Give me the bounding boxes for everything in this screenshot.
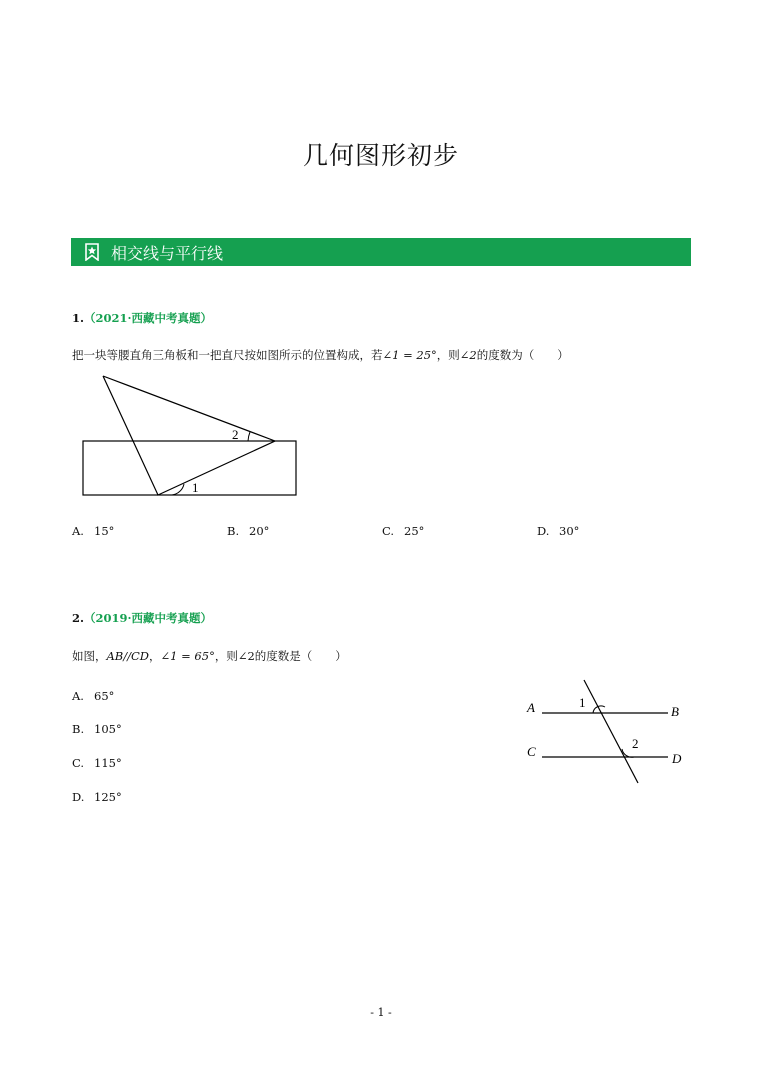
question-1-option-c[interactable] [382,524,424,538]
option-label: D. [537,524,550,538]
question-2-option-a[interactable] [72,689,114,703]
option-text: 15° [94,524,115,538]
option-text: 115° [94,756,122,770]
question-2-stem [72,648,347,664]
ruler-shape [83,441,296,495]
point-a-label: A [527,700,535,715]
point-d-label: D [672,751,682,766]
option-label: B. [72,722,85,736]
question-2-figure [520,670,695,790]
option-text: 105° [94,722,122,736]
question-2-math-angle1: ∠1 = 65° [160,649,215,663]
question-2-option-d[interactable] [72,790,122,804]
question-1-option-b[interactable] [227,524,269,538]
option-text: 30° [559,524,580,538]
question-2-stem-text-end: ，则∠2的度数是（ ） [214,649,347,663]
option-label: C. [72,756,85,770]
question-1-source: （2021·西藏中考真题） [84,311,213,325]
question-2-number: 2. [72,611,85,625]
transversal-line [584,680,638,783]
document-title: 几何图形初步 [302,141,459,170]
question-2-header [72,610,212,626]
angle-2-label: 2 [232,427,239,442]
angle-1-label: 1 [192,480,199,495]
question-1-stem-text-end: 的度数为（ ） [476,348,569,362]
question-2-source: （2019·西藏中考真题） [84,611,213,625]
option-text: 25° [404,524,425,538]
option-text: 20° [249,524,270,538]
point-c-label: C [527,744,536,759]
angle-1-label: 1 [579,695,586,710]
question-2-option-c[interactable] [72,756,122,770]
question-2-stem-text: 如图， [72,649,107,663]
question-1-stem-text: 把一块等腰直角三角板和一把直尺按如图所示的位置构成，若 [72,348,383,362]
question-1-figure [70,370,310,505]
question-1-number: 1. [72,311,85,325]
option-label: B. [227,524,240,538]
question-2-option-b[interactable] [72,722,122,736]
question-1-math-angle1: ∠1 = 25° [382,348,437,362]
section-title: 相交线与平行线 [111,244,224,263]
question-2-math-parallel: AB//CD [106,649,150,663]
option-label: C. [382,524,395,538]
angle-2-arc [248,432,250,441]
question-1-option-d[interactable] [537,524,579,538]
point-b-label: B [671,704,679,719]
question-1-math-angle2: ∠2 [459,348,477,362]
question-2-stem-text-mid: ， [149,649,161,663]
angle-2-label: 2 [632,736,639,751]
question-1-header [72,310,212,326]
question-1-option-a[interactable] [72,524,114,538]
option-text: 65° [94,689,115,703]
question-1-stem-text-mid: ，则 [436,348,460,362]
option-text: 125° [94,790,122,804]
bookmark-star-icon [83,243,101,261]
option-label: A. [72,524,84,538]
option-label: A. [72,689,84,703]
option-label: D. [72,790,85,804]
section-header [71,238,691,266]
question-1-stem [72,347,569,363]
page-number: - 1 - [370,1006,392,1019]
